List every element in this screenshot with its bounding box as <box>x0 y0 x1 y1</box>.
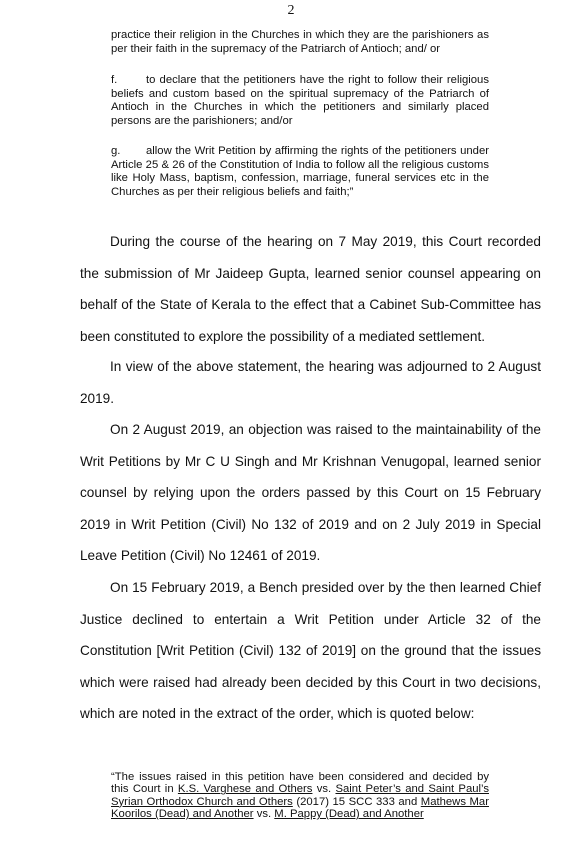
paragraph-text: On 15 February 2019, a Bench presided over by the then learned Chief Justice declined to entertain a Writ Petition under Article 32 of the Constitution [Writ Petition (Civil) 132 of 2019] on the ground that the issues which were raised had already been decided by this Court in two decisions, which are noted in the extract of the order, which is quoted below: <box>80 580 541 721</box>
paragraph-adjournment <box>80 351 541 414</box>
prayer-f-label: f. <box>111 74 118 86</box>
extract-citation: (2017) 15 SCC 333 and <box>292 795 421 808</box>
paragraph-text: On 2 August 2019, an objection was raised to the maintainability of the Writ Petitions by Mr C U Singh and Mr Krishnan Venugopal, learned senior counsel by relying upon the orders passed by this Court on 15 February 2019 in Writ Petition (Civil) No 132 of 2019 and on 2 July 2019 in Special Leave Petition (Civil) No 12461 of 2019. <box>80 422 541 563</box>
quoted-prayer-e-continuation: practice their religion in the Churches in which they are the parishioners as per their faith in the supremacy of the Patriarch of Antioch; and/ or <box>111 29 489 55</box>
paragraph-text: In view of the above statement, the hearing was adjourned to 2 August 2019. <box>80 359 541 406</box>
case-name-varghese: K.S. Varghese and Others <box>177 783 313 796</box>
case-name-saint-peters: Saint Peter’s and Saint Paul’s Syrian Orthodox Church and Others <box>111 783 489 808</box>
prayer-g-text: allow the Writ Petition by affirming the rights of the petitioners under Article 25 & 26 of the Constitution of India to follow all the religious customs like Holy Mass, baptism, confession, marriage, funeral services etc in the Churches as per their religious beliefs and faith;” <box>111 145 489 198</box>
prayer-f-text: to declare that the petitioners have the right to follow their religious beliefs and custom based on the spiritual supremacy of the Patriarch of Antioch in the Churches in which the petitioners and similarly placed persons are the parishioners; and/or <box>111 74 489 127</box>
quoted-prayer-g <box>111 145 489 199</box>
paragraph-objection <box>80 414 541 572</box>
order-extract-quote <box>111 771 489 821</box>
page-number: 2 <box>287 3 295 18</box>
quoted-prayer-f <box>111 74 489 128</box>
case-name-pappy: M. Pappy (Dead) and Another <box>274 808 424 821</box>
paragraph-text: During the course of the hearing on 7 May 2019, this Court recorded the submission of Mr Jaideep Gupta, learned senior counsel appearing on behalf of the State of Kerala to the effect that a Cabinet Sub-Committee has been constituted to explore the possibility of a mediated settlement. <box>80 234 541 344</box>
extract-open: “The issues raised in this petition have been considered and decided by this Court in <box>111 771 489 796</box>
prayer-g-label: g. <box>111 145 121 157</box>
case-name-mathews: Mathews Mar Koorilos (Dead) and Another <box>111 795 489 821</box>
extract-vs: vs. <box>253 808 275 821</box>
paragraph-hearing-7-may <box>80 226 541 352</box>
paragraph-bench-order <box>80 572 541 730</box>
extract-vs: vs. <box>312 783 336 796</box>
